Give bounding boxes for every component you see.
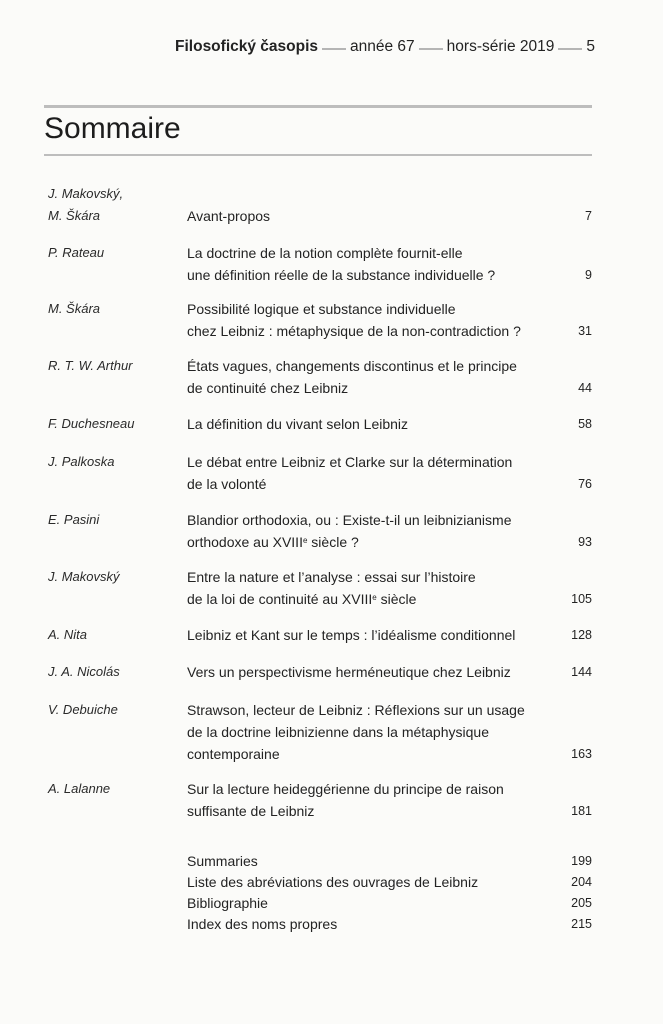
- page-title: Sommaire: [44, 112, 181, 145]
- entry-page: 93: [578, 535, 592, 549]
- back-matter-label: Liste des abréviations des ouvrages de Leibniz: [187, 874, 479, 890]
- top-rule: [44, 105, 592, 108]
- entry-page: 9: [585, 268, 592, 282]
- entry-page: 181: [571, 804, 592, 818]
- entry-page: 31: [578, 324, 592, 338]
- entry-author: R. T. W. Arthur: [48, 358, 133, 373]
- entry-title: Avant-propos: [187, 208, 271, 224]
- running-header: [175, 38, 595, 56]
- entry-title: Strawson, lecteur de Leibniz : Réflexions sur un usage de la doctrine leibnizienne dans la métaphysique contemporaine: [187, 702, 525, 762]
- entry-title: États vagues, changements discontinus et le principe de continuité chez Leibniz: [187, 358, 517, 396]
- back-matter-page: 204: [571, 875, 592, 889]
- entry-author: V. Debuiche: [48, 702, 118, 717]
- entry-author: A. Nita: [48, 627, 88, 642]
- entry-page: 105: [571, 592, 592, 606]
- entry-title: Entre la nature et l’analyse : essai sur l’histoire de la loi de continuité au XVIIIe siècle: [187, 569, 476, 607]
- journal-issue: hors-série 2019: [446, 38, 555, 55]
- back-matter-page: 215: [571, 917, 592, 931]
- entry-title: Blandior orthodoxia, ou : Existe-t-il un leibnizianisme orthodoxe au XVIIIe siècle ?: [187, 512, 512, 550]
- back-matter-label: Summaries: [187, 853, 258, 869]
- entry-title: Leibniz et Kant sur le temps : l’idéalisme conditionnel: [187, 627, 516, 643]
- journal-volume: année 67: [350, 38, 415, 55]
- entry-page: 7: [585, 209, 592, 223]
- entry-title: Sur la lecture heideggérienne du principe de raison suffisante de Leibniz: [187, 781, 504, 819]
- entry-author: J. Palkoska: [48, 454, 115, 469]
- entry-author: F. Duchesneau: [48, 416, 135, 431]
- entry-author: J. Makovský, M. Škára: [48, 186, 124, 223]
- entry-author: A. Lalanne: [48, 781, 111, 796]
- back-matter-label: Index des noms propres: [187, 916, 338, 932]
- entry-title: La définition du vivant selon Leibniz: [187, 416, 409, 432]
- header-separator: [322, 48, 346, 50]
- entry-author: J. Makovský: [48, 569, 120, 584]
- entry-page: 58: [578, 417, 592, 431]
- entry-page: 128: [571, 628, 592, 642]
- entry-page: 144: [571, 665, 592, 679]
- entry-page: 76: [578, 477, 592, 491]
- entry-title: Vers un perspectivisme herméneutique chez Leibniz: [187, 664, 511, 680]
- bottom-rule: [44, 154, 592, 156]
- entry-title: La doctrine de la notion complète fournit-elle une définition réelle de la substance individuelle ?: [187, 245, 496, 283]
- page-number: 5: [586, 38, 595, 55]
- header-separator: [419, 48, 443, 50]
- header-separator: [558, 48, 582, 50]
- entry-page: 163: [571, 747, 592, 761]
- back-matter-page: 205: [571, 896, 592, 910]
- entry-title: Le débat entre Leibniz et Clarke sur la détermination de la volonté: [187, 454, 513, 492]
- entry-author: E. Pasini: [48, 512, 100, 527]
- entry-title: Possibilité logique et substance individuelle chez Leibniz : métaphysique de la non-contradiction ?: [187, 301, 521, 339]
- entry-author: P. Rateau: [48, 245, 105, 260]
- back-matter-label: Bibliographie: [187, 895, 268, 911]
- back-matter-page: 199: [571, 854, 592, 868]
- entry-author: M. Škára: [48, 301, 101, 316]
- entry-page: 44: [578, 381, 592, 395]
- journal-name: Filosofický časopis: [175, 38, 319, 55]
- entry-author: J. A. Nicolás: [48, 664, 120, 679]
